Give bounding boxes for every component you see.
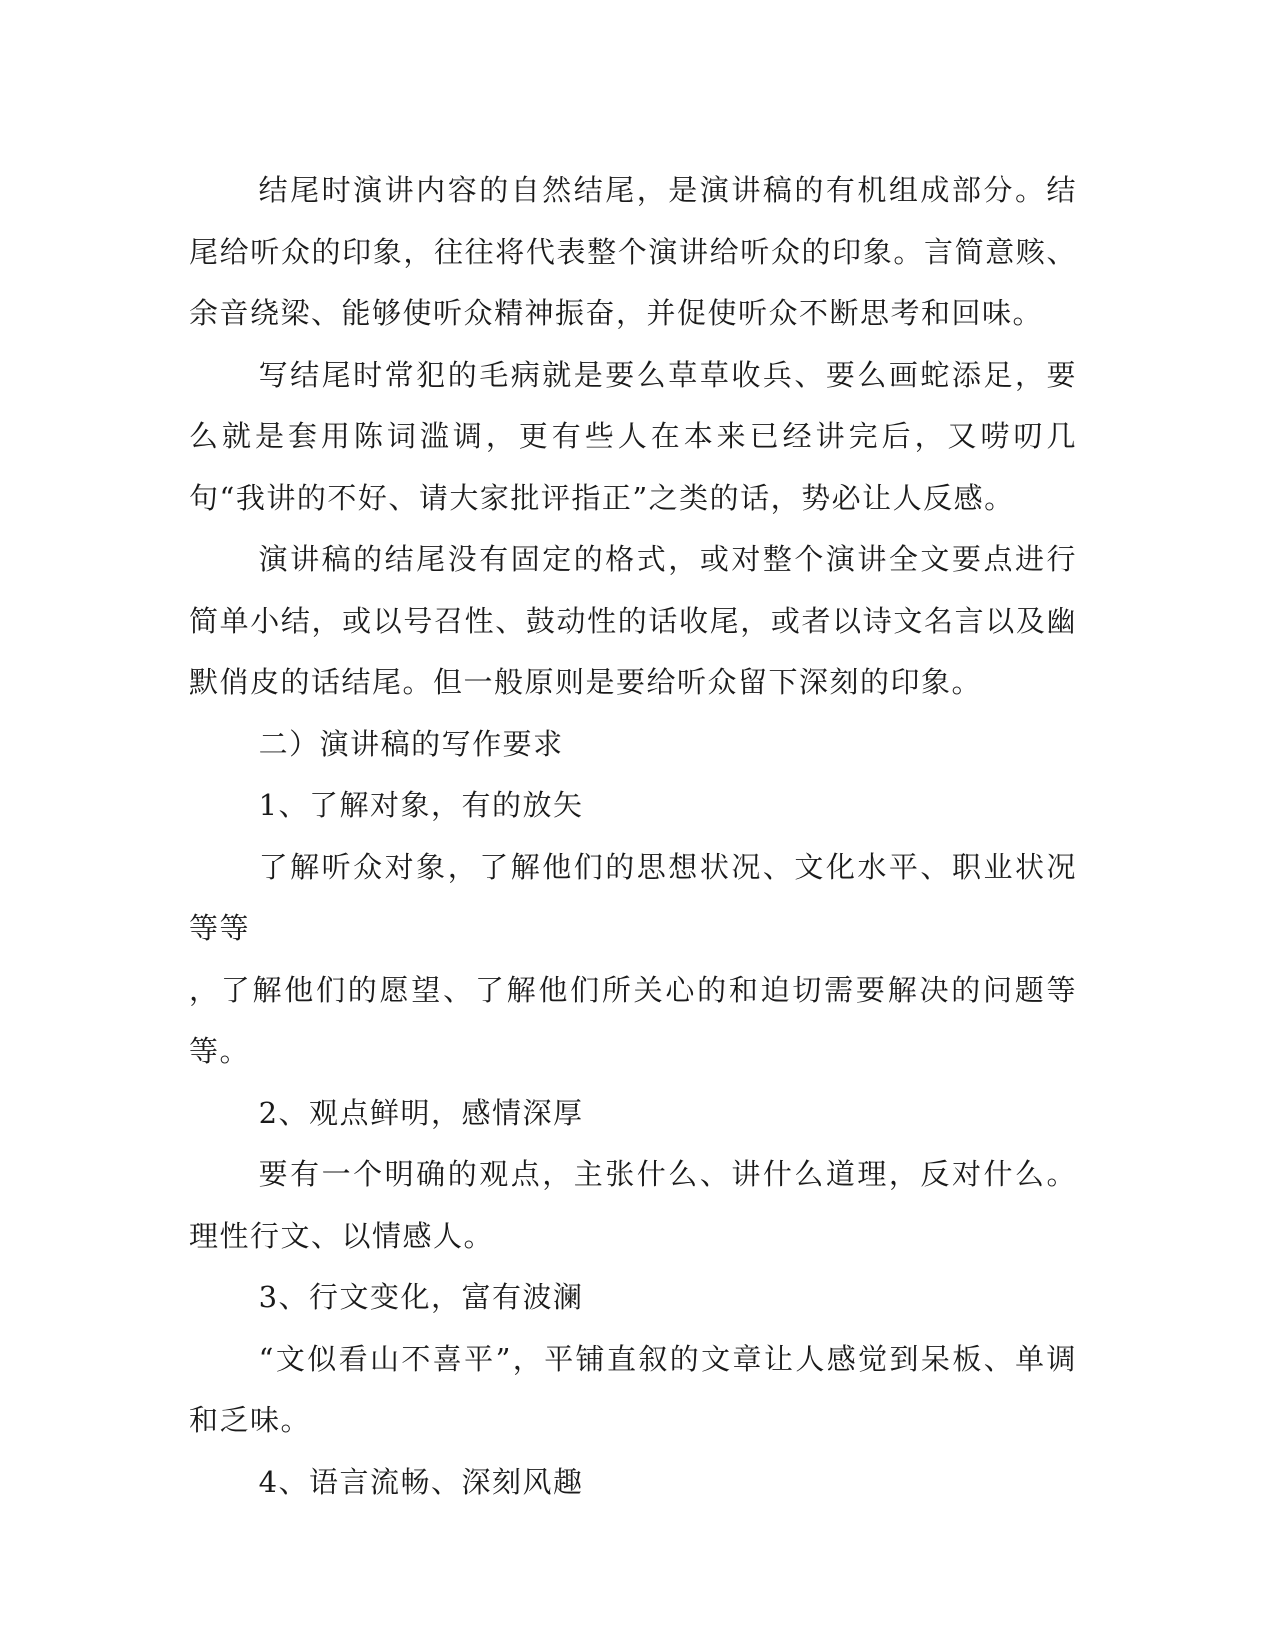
item-heading-3: 3、行文变化，富有波澜 (258, 1280, 584, 1314)
item-heading-2: 2、观点鲜明，感情深厚 (258, 1095, 584, 1130)
document-body (189, 160, 1077, 1513)
item-heading-1: 1、了解对象，有的放矢 (258, 788, 584, 822)
item-text-2: 要有一个明确的观点，主张什么、讲什么道理，反对什么。理性行文、以情感人。 (189, 1157, 1077, 1253)
paragraph-ending-mistakes: 写结尾时常犯的毛病就是要么草草收兵、要么画蛇添足，要么就是套用陈词滥调，更有些人在本来已经讲完后，又唠叨几句“我讲的不好、请大家批评指正”之类的话，势必让人反感。 (189, 357, 1077, 515)
item-text-3: “文似看山不喜平”，平铺直叙的文章让人感觉到呆板、单调和乏味。 (189, 1341, 1077, 1437)
item-text-1-continued: ，了解他们的愿望、了解他们所关心的和迫切需要解决的问题等等。 (189, 972, 1077, 1068)
item-text-1: 了解听众对象，了解他们的思想状况、文化水平、职业状况等等 (189, 849, 1077, 945)
section-heading-requirements: 二）演讲稿的写作要求 (258, 726, 564, 761)
item-heading-4: 4、语言流畅、深刻风趣 (258, 1464, 584, 1499)
paragraph-ending-intro: 结尾时演讲内容的自然结尾，是演讲稿的有机组成部分。结尾给听众的印象，往往将代表整个演讲给听众的印象。言简意赅、余音绕梁、能够使听众精神振奋，并促使听众不断思考和回味。 (189, 173, 1077, 330)
paragraph-ending-format: 演讲稿的结尾没有固定的格式，或对整个演讲全文要点进行简单小结，或以号召性、鼓动性的话收尾，或者以诗文名言以及幽默俏皮的话结尾。但一般原则是要给听众留下深刻的印象。 (189, 542, 1077, 699)
